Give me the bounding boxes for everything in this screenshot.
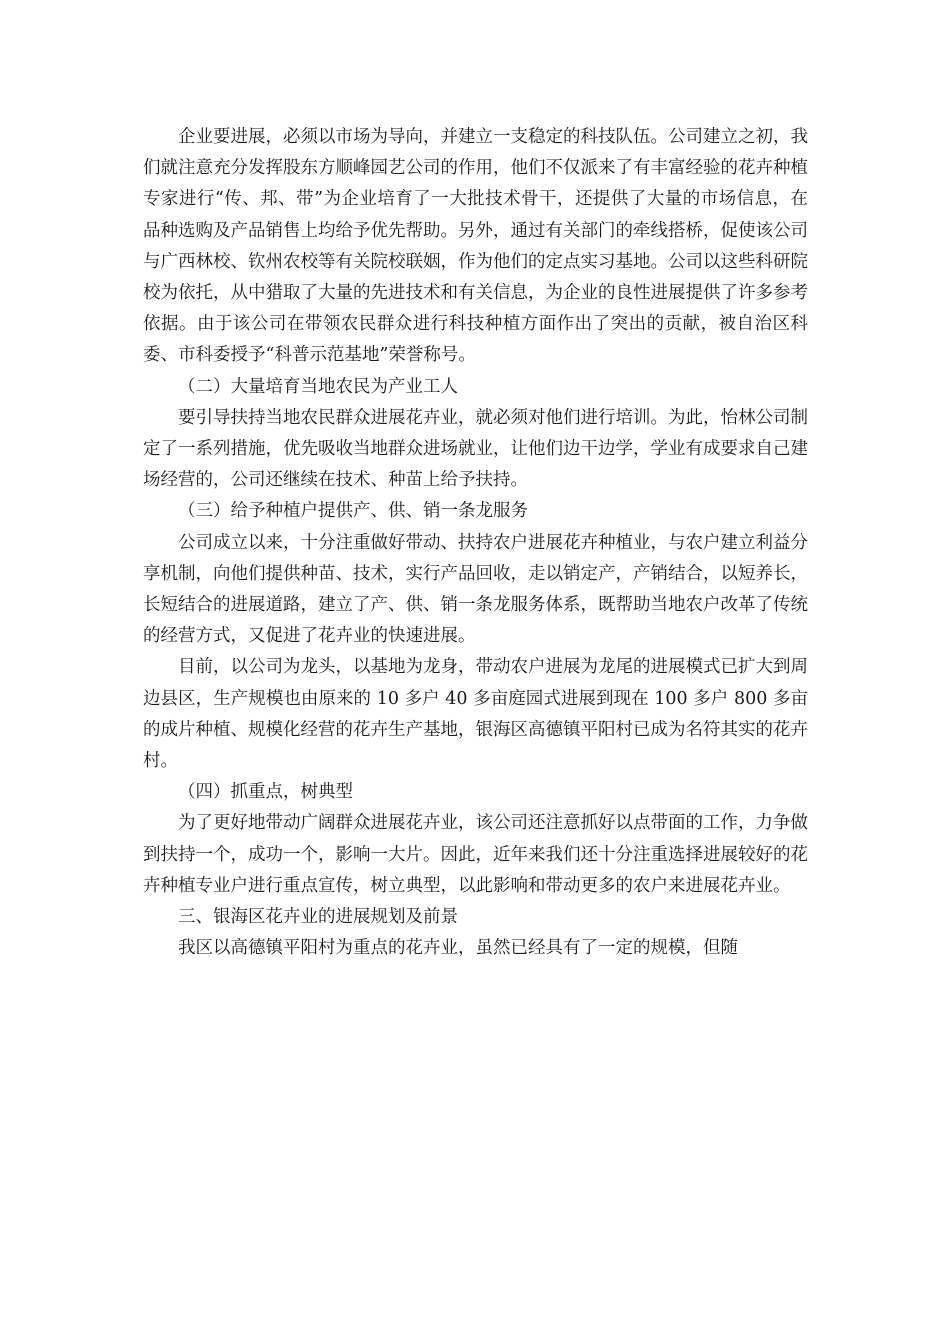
paragraph-one-stop-service: 公司成立以来，十分注重做好带动、扶持农户进展花卉种植业，与农户建立利益分享机制，向他们提供种苗、技术，实行产品回收，走以销定产，产销结合，以短养长，长短结合的进展道路，建立了产、供、销一条龙服务体系，既帮助当地农户改革了传统的经营方式，又促进了花卉业的快速进展。	[143, 532, 808, 647]
document-page	[143, 122, 808, 964]
paragraph-plan-prospects: 我区以高德镇平阳村为重点的花卉业，虽然已经具有了一定的规模，但随	[178, 938, 738, 959]
paragraph-key-models: 为了更好地带动广阔群众进展花卉业，该公司还注意抓好以点带面的工作，力争做到扶持一个，成功一个，影响一大片。因此，近年来我们还十分注重选择进展较好的花卉种植专业户进行重点宣传，树立典型，以此影响和带动更多的农户来进展花卉业。	[143, 813, 808, 896]
paragraph-current-scale: 目前，以公司为龙头，以基地为龙身，带动农户进展为龙尾的进展模式已扩大到周边县区，生产规模也由原来的 10 多户 40 多亩庭园式进展到现在 100 多户 800 多亩的成片种植、规模化经营的花卉生产基地，银海区高德镇平阳村已成为名符其实的花卉村。	[143, 657, 808, 772]
paragraph-tech-team: 企业要进展，必须以市场为导向，并建立一支稳定的科技队伍。公司建立之初，我们就注意充分发挥股东方顺峰园艺公司的作用，他们不仅派来了有丰富经验的花卉种植专家进行“传、邦、带”为企业培育了一大批技术骨干，还提供了大量的市场信息，在品种选购及产品销售上均给予优先帮助。另外，通过有关部门的牵线搭桥，促使该公司与广西林校、钦州农校等有关院校联姻，作为他们的定点实习基地。公司以这些科研院校为依托，从中猎取了大量的先进技术和有关信息，为企业的良性进展提供了许多参考依据。由于该公司在带领农民群众进行科技种植方面作出了突出的贡献，被自治区科委、市科委授予“科普示范基地”荣誉称号。	[143, 127, 808, 366]
heading-one-stop-service: （三）给予种植户提供产、供、销一条龙服务	[178, 501, 528, 522]
heading-plan-prospects: 三、银海区花卉业的进展规划及前景	[178, 907, 458, 928]
paragraph-train-farmers: 要引导扶持当地农民群众进展花卉业，就必须对他们进行培训。为此，怡林公司制定了一系列措施，优先吸收当地群众进场就业，让他们边干边学，学业有成要求自己建场经营的，公司还继续在技术、种苗上给予扶持。	[143, 407, 808, 491]
heading-key-models: （四）抓重点，树典型	[178, 782, 353, 803]
heading-train-farmers: （二）大量培育当地农民为产业工人	[178, 376, 458, 397]
